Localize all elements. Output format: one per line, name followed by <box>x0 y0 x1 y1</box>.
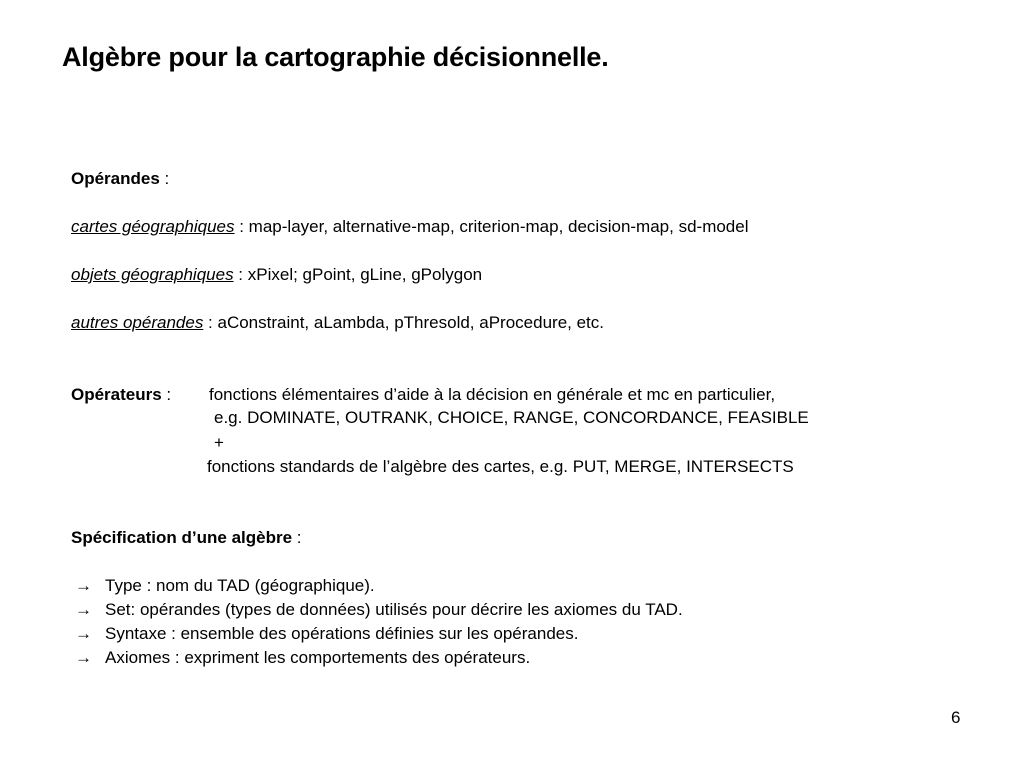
specification-item-text: Axiomes : expriment les comportements des opérateurs. <box>105 648 531 667</box>
specification-heading-line <box>71 528 302 548</box>
arrow-right-icon: → <box>75 576 92 595</box>
operateurs-heading: Opérateurs <box>71 385 162 404</box>
operande-term: autres opérandes <box>71 313 204 332</box>
specification-heading: Spécification d’une algèbre <box>71 528 293 547</box>
operande-item-autres <box>71 313 604 333</box>
arrow-right-icon: → <box>75 624 92 643</box>
operande-term: cartes géographiques <box>71 217 235 236</box>
operateurs-line-2: e.g. DOMINATE, OUTRANK, CHOICE, RANGE, CONCORDANCE, FEASIBLE <box>214 408 809 427</box>
specification-item-axiomes <box>71 648 530 668</box>
specification-item-text: Syntaxe : ensemble des opérations définies sur les opérandes. <box>105 624 579 643</box>
operateurs-plus: + <box>214 433 224 452</box>
arrow-right-icon: → <box>75 600 92 619</box>
specification-heading-suffix: : <box>292 528 302 547</box>
specification-item-text: Type : nom du TAD (géographique). <box>105 576 375 595</box>
operande-item-cartes <box>71 217 749 237</box>
operandes-heading: Opérandes <box>71 169 160 188</box>
operande-text: : map-layer, alternative-map, criterion-map, decision-map, sd-model <box>234 217 749 236</box>
operande-text: : xPixel; gPoint, gLine, gPolygon <box>233 265 483 284</box>
specification-item-type <box>71 576 375 596</box>
operateurs-heading-line <box>71 385 171 405</box>
specification-item-syntaxe <box>71 624 578 644</box>
operande-term: objets géographiques <box>71 265 234 284</box>
operandes-heading-line <box>71 169 169 189</box>
page-number: 6 <box>951 708 961 727</box>
slide-title: Algèbre pour la cartographie décisionnelle. <box>62 42 609 72</box>
operateurs-line-1: fonctions élémentaires d’aide à la décision en générale et mc en particulier, <box>209 385 776 404</box>
specification-item-set <box>71 600 683 620</box>
operande-text: : aConstraint, aLambda, pThresold, aProcedure, etc. <box>203 313 604 332</box>
arrow-right-icon: → <box>75 648 92 667</box>
operandes-heading-suffix: : <box>159 169 170 188</box>
specification-item-text: Set: opérandes (types de données) utilisés pour décrire les axiomes du TAD. <box>105 600 683 619</box>
operateurs-line-3: fonctions standards de l’algèbre des cartes, e.g. PUT, MERGE, INTERSECTS <box>207 457 794 476</box>
operande-item-objets <box>71 265 482 285</box>
operateurs-heading-suffix: : <box>161 385 172 404</box>
